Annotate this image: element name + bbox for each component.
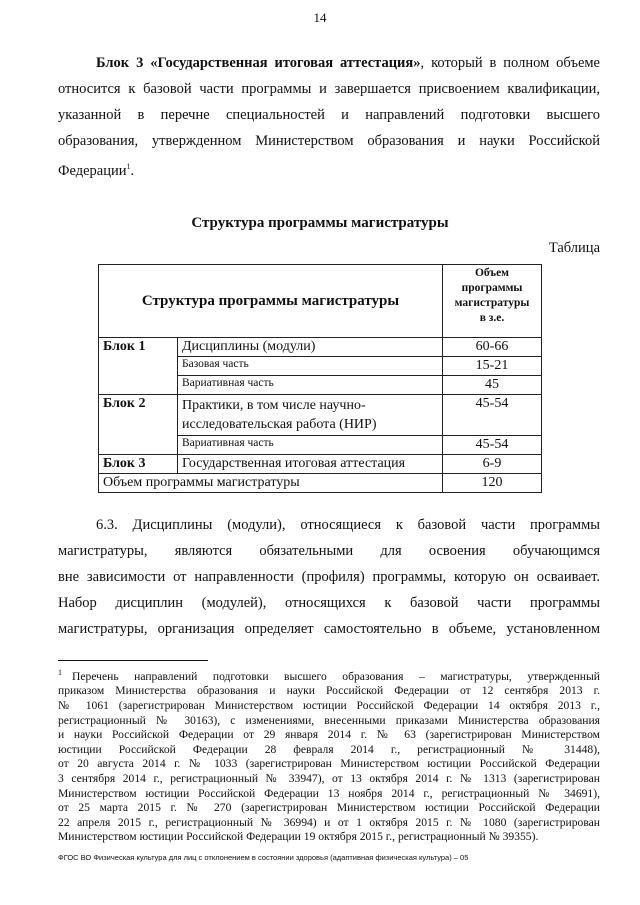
footnote-line: от 25 марта 2015 г. № 270 (зарегистрирован Министерством юстиции Российской Федерации: [58, 801, 600, 815]
intro-bold: Блок 3 «Государственная итоговая аттестация»: [96, 55, 421, 71]
footnote-line: Министерством юстиции Российской Федерации 13 ноября 2014 г., регистрационный № 34691),: [58, 786, 600, 800]
footnote-line: приказом Министерства образования и науки Российской Федерации от 12 сентября 2013 г.: [58, 684, 600, 698]
section-line-4: Набор дисциплин (модулей), относящихся к базовой части программы: [58, 595, 600, 611]
table-row: [99, 338, 542, 357]
section-line-2: магистратуры, являются обязательными для освоения обучающимся: [58, 543, 600, 559]
name-cell: Вариативная часть: [178, 376, 443, 395]
name-cell: Базовая часть: [178, 357, 443, 376]
table-title: Структура программы магистратуры: [191, 215, 449, 231]
value-cell: 45-54: [443, 395, 542, 436]
table-total-row: [99, 474, 542, 493]
value-cell: 45: [443, 376, 542, 395]
footnote-mark: 1: [58, 668, 62, 677]
footnote-line: Министерством юстиции Российской Федерации 19 октября 2015 г., регистрационный № 39355).: [58, 830, 539, 844]
page-footer: ФГОС ВО Физическая культура для лиц с отклонением в состоянии здоровья (адаптивная физическая культура) – 05: [58, 853, 469, 862]
value-cell: 15-21: [443, 357, 542, 376]
total-value-cell: 120: [443, 474, 542, 493]
value-cell: 45-54: [443, 436, 542, 455]
footnote-reference[interactable]: 1: [126, 162, 131, 171]
table-label: Таблица: [548, 240, 600, 256]
footnote-line: 22 апреля 2015 г., регистрационный № 36994) и от 1 октября 2015 г. № 1080 (зарегистрирован: [58, 815, 600, 829]
block-cell: Блок 2: [99, 395, 178, 455]
block-cell: Блок 1: [99, 338, 178, 395]
name-cell: Дисциплины (модули): [178, 338, 443, 357]
table-row: [99, 455, 542, 474]
total-label-cell: Объем программы магистратуры: [99, 474, 443, 493]
section-line-1: 6.3. Дисциплины (модули), относящиеся к базовой части программы: [96, 517, 600, 533]
intro-line-2: относится к базовой части программы и завершается присвоением квалификации,: [58, 81, 600, 97]
footnote-line: 3 сентября 2014 г., регистрационный № 33947), от 13 октября 2014 г. № 1313 (зарегистрирован: [58, 772, 600, 786]
program-structure-table: [98, 264, 542, 493]
section-line-5: магистратуры, организация определяет самостоятельно в объеме, установленном: [58, 621, 600, 637]
name-cell: Практики, в том числе научно-исследовательская работа (НИР): [178, 395, 443, 436]
header-structure: Структура программы магистратуры: [99, 265, 443, 338]
footnote-line: юстиции Российской Федерации 28 февраля 2014 г., регистрационный № 31448),: [58, 742, 600, 756]
header-volume: Объем программы магистратуры в з.е.: [443, 265, 542, 338]
footnote-line: регистрационный № 30163), с изменениями, внесенными приказами Министерства образования: [58, 713, 600, 727]
footnote-line: от 20 августа 2014 г. № 1033 (зарегистрирован Министерством юстиции Российской Федерации: [58, 757, 600, 771]
name-cell: Государственная итоговая аттестация: [178, 455, 443, 474]
block-cell: Блок 3: [99, 455, 178, 474]
intro-line-1: Блок 3 «Государственная итоговая аттестация», который в полном объеме: [96, 55, 600, 71]
table-row: [99, 395, 542, 436]
name-cell: Вариативная часть: [178, 436, 443, 455]
value-cell: 6-9: [443, 455, 542, 474]
footnote-line: и науки Российской Федерации от 29 января 2014 г. № 63 (зарегистрирован Министерством: [58, 728, 600, 742]
intro-paragraph: [58, 50, 600, 184]
footnote-separator: [58, 660, 208, 661]
footnote: [58, 666, 600, 845]
section-6-3-paragraph: [58, 512, 600, 642]
page-number: 14: [313, 10, 327, 25]
table-header-row: [99, 265, 542, 338]
intro-line-5: Федерации$^1$.: [58, 162, 135, 179]
section-line-3: вне зависимости от направленности (профиля) программы, которую он осваивает.: [58, 569, 600, 585]
intro-line-3: указанной в перечне специальностей и направлений подготовки высшего: [58, 107, 600, 123]
value-cell: 60-66: [443, 338, 542, 357]
footnote-line: № 1061 (зарегистрирован Министерством юстиции Российской Федерации 14 октября 2013 г.,: [58, 699, 600, 713]
intro-line-4: образования, утвержденном Министерством образования и науки Российской: [58, 133, 600, 149]
footnote-line-1: $^1$ Перечень направлений подготовки высшего образования – магистратуры, утвержденный: [58, 668, 600, 683]
